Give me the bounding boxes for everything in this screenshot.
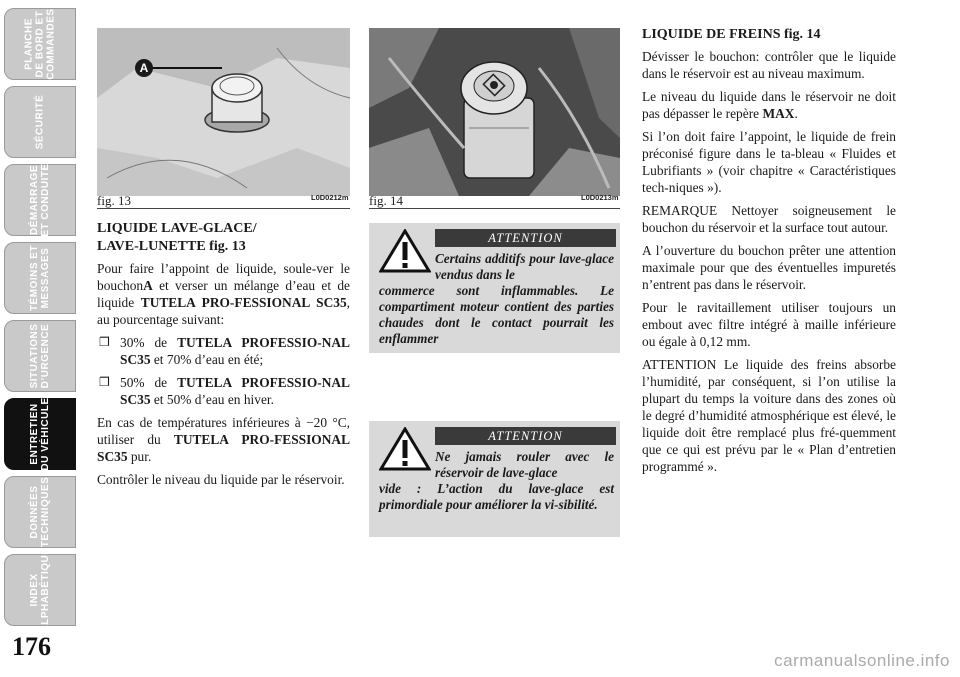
figure-14-rule xyxy=(369,208,620,209)
warning-banner: ATTENTION xyxy=(435,427,616,445)
tab-donnees-techniques[interactable]: DONNÉES TECHNIQUES xyxy=(4,476,76,548)
warning-text: Ne jamais rouler avec le réservoir de lave-glace vide : L’action du lave-glace est primordiale pour améliorer la vi-sibilité. xyxy=(379,449,614,512)
warning-text: Certains additifs pour lave-glace vendus dans le commerce sont inflammables. Le compartiment moteur contient des parties chaudes dont le contact pourrait les enflammer xyxy=(379,251,614,346)
figure-14-image xyxy=(369,28,620,196)
column-liquide-freins xyxy=(642,26,896,481)
paragraph: En cas de températures inférieures à −20 °C, utiliser du TUTELA PRO-FESSIONAL SC35 pur. xyxy=(97,415,350,464)
paragraph: Pour le ravitaillement utiliser toujours un embout avec filtre intégré à maille inférieure ou égale à 0,12 mm. xyxy=(642,300,896,349)
paragraph: A l’ouverture du bouchon prêter une attention maximale pour que des éventuelles impuretés n’entrent pas dans le réservoir. xyxy=(642,243,896,292)
tab-temoins[interactable]: TÉMOINS ET MESSAGES xyxy=(4,242,76,314)
figure-14-caption: fig. 14 xyxy=(369,193,403,208)
section-heading-lave-glace: LIQUIDE LAVE-GLACE/ LAVE-LUNETTE fig. 13 xyxy=(97,221,257,254)
checkbox-bullet-icon: ❒ xyxy=(99,335,110,349)
figure-13-caption: fig. 13 xyxy=(97,193,131,208)
paragraph: Dévisser le bouchon: contrôler que le liquide dans le réservoir est au niveau maximum. xyxy=(642,49,896,81)
warning-box-inflammable xyxy=(369,223,620,353)
figure-13-code: L0D0212m xyxy=(311,193,349,202)
list-item: ❒ 50% de TUTELA PROFESSIO-NAL SC35 et 50% d’eau en hiver. xyxy=(99,375,350,407)
column-lave-glace xyxy=(97,220,350,494)
warning-box-reservoir-vide xyxy=(369,421,620,537)
tab-planche-de-bord[interactable]: PLANCHE DE BORD ET COMMANDES xyxy=(4,8,76,80)
paragraph: Pour faire l’appoint de liquide, soule-ver le bouchonA et verser un mélange d’eau et de liquide TUTELA PRO-FESSIONAL SC35, au pourcentage suivant: xyxy=(97,261,350,327)
figure-13-image xyxy=(97,28,350,196)
tab-urgence[interactable]: SITUATIONS D’URGENCE xyxy=(4,320,76,392)
list-item: ❒ 30% de TUTELA PROFESSIO-NAL SC35 et 70% d’eau en été; xyxy=(99,335,350,367)
warning-banner: ATTENTION xyxy=(435,229,616,247)
figure-14-code: L0D0213m xyxy=(581,193,619,202)
tab-entretien[interactable]: ENTRETIEN DU VÉHICULE xyxy=(4,398,76,470)
tab-securite[interactable]: SÉCURITÉ xyxy=(4,86,76,158)
figure-13-rule xyxy=(97,208,350,209)
section-heading-freins: LIQUIDE DE FREINS fig. 14 xyxy=(642,27,821,42)
tab-demarrage[interactable]: DÉMARRAGE ET CONDUITE xyxy=(4,164,76,236)
paragraph: REMARQUE Nettoyer soigneusement le bouchon du réservoir et la surface tout autour. xyxy=(642,203,896,235)
paragraph: Si l’on doit faire l’appoint, le liquide de frein préconisé figure dans le ta-bleau « Fluides et Lubrifiants » (voir chapitre « Caractéristiques tech-niques »). xyxy=(642,129,896,195)
tab-index[interactable]: INDEX ALPHABÉTIQUE xyxy=(4,554,76,626)
paragraph: ATTENTION Le liquide des freins absorbe l’humidité, par conséquent, si l’on utilise la plupart du temps la voiture dans des zones où le degré d’humidité atmosphérique est élevé, le liquide doit être remplacé plus fré-quemment que ce qui est prévu par le « Plan d’entretien programmé ». xyxy=(642,357,896,474)
callout-label-a: A xyxy=(139,61,149,75)
paragraph: Contrôler le niveau du liquide par le réservoir. xyxy=(97,472,345,487)
checkbox-bullet-icon: ❒ xyxy=(99,375,110,389)
paragraph: Le niveau du liquide dans le réservoir ne doit pas dépasser le repère MAX. xyxy=(642,89,896,121)
watermark: carmanualsonline.info xyxy=(774,651,950,670)
page-number: 176 xyxy=(12,632,51,661)
